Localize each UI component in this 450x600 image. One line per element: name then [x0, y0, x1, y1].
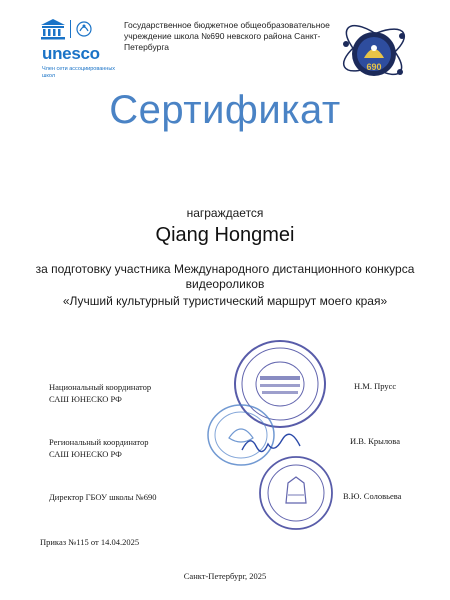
unesco-wordmark: unesco	[42, 44, 100, 63]
emblem-number: 690	[366, 62, 382, 72]
order-reference: Приказ №115 от 14.04.2025	[40, 537, 140, 547]
school-seal-icon	[258, 455, 334, 531]
signatory-role-national	[49, 381, 151, 405]
signature-icon	[238, 432, 308, 458]
signatory-role-regional	[49, 436, 149, 460]
signatory-name-national: Н.М. Прусс	[354, 381, 397, 391]
signatory-role-director	[49, 491, 156, 503]
awarded-label: награждается	[186, 206, 264, 220]
city-year: Санкт-Петербург, 2025	[183, 571, 267, 581]
role-line: САШ ЮНЕСКО РФ	[49, 449, 122, 459]
award-reason: за подготовку участника Международного дистанционного конкурса видеороликов	[35, 262, 415, 291]
unesco-temple-icon	[40, 18, 66, 40]
unesco-logo	[40, 18, 126, 79]
unesco-subtitle: Член сети ассоциированных школ	[42, 66, 116, 79]
signatory-name-regional: И.В. Крылова	[350, 436, 400, 446]
contest-name: «Лучший культурный туристический маршрут моего края»	[62, 294, 388, 308]
certificate-title: Сертификат	[109, 88, 341, 132]
network-icon	[75, 20, 93, 38]
logo-divider	[70, 20, 71, 38]
role-line: САШ ЮНЕСКО РФ	[49, 394, 122, 404]
signatory-name-director: В.Ю. Соловьева	[343, 491, 402, 501]
school-name: Государственное бюджетное общеобразовательное учреждение школа №690 невского района Санкт-Петербурга	[124, 20, 330, 52]
role-line: Региональный координатор	[49, 437, 149, 447]
school-emblem-icon	[338, 14, 410, 86]
recipient-name: Qiang Hongmei	[155, 224, 295, 246]
role-line: Директор ГБОУ школы №690	[49, 492, 157, 502]
role-line: Национальный координатор	[49, 382, 152, 392]
